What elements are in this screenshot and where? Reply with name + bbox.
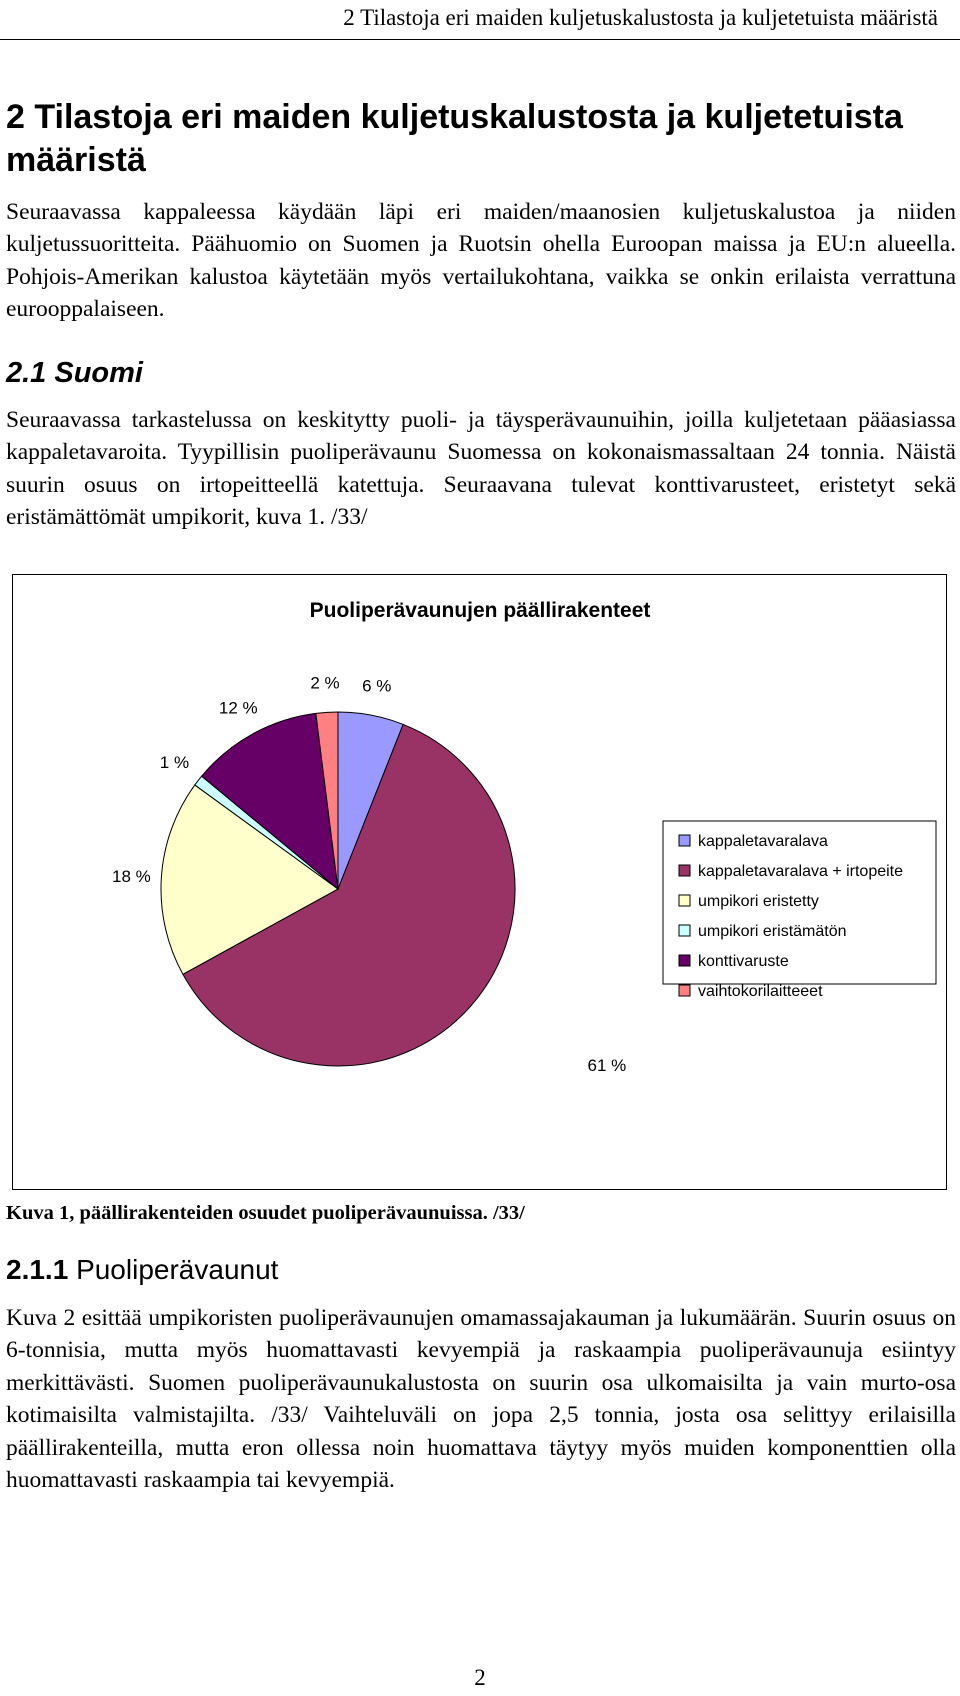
subsection-paragraph: Kuva 2 esittää umpikoristen puoliperävaunujen omamassajakauman ja lukumäärän. Suurin osuus on 6-tonnisia, mutta myös huomattavasti kevyempiä ja raskaampia puoliperävaunuja esiintyy merkittävästi. Suomen puoliperävaunukalustosta on suurin osa ulkomaisilta ja vain murto-osa kotimaisilta valmistajilta. /33/ Vaihteluväli on jopa 2,5 tonnia, josta osa selittyy erilaisilla päällirakenteilla, mutta eron ollessa noin huomattava täytyy myös muiden komponenttien olla huomattavasti raskaampia tai kevyempiä.	[6, 1305, 956, 1494]
legend-entry: kappaletavaralava + irtopeite	[698, 863, 904, 880]
legend-swatch	[679, 835, 690, 846]
legend-entry: umpikori eristämätön	[698, 923, 847, 940]
subsection-title: Puoliperävaunut	[76, 1254, 279, 1285]
pie-data-label: 6 %	[362, 676, 392, 696]
legend-swatch	[679, 865, 690, 876]
legend-swatch	[679, 895, 690, 906]
pie-chart-frame	[12, 574, 947, 1190]
intro-paragraph: Seuraavassa kappaleessa käydään läpi eri maiden/maanosien kuljetuskalustoa ja niiden kuljetussuoritteita. Päähuomio on Suomen ja Ruotsin ohella Euroopan maissa ja EU:n alueella. Pohjois-Amerikan kalustoa käytetään myös vertailukohtana, vaikka se onkin erilaista verrattuna eurooppalaiseen.	[6, 199, 956, 323]
legend-entry: kappaletavaralava	[698, 833, 828, 850]
chart-legend	[663, 821, 936, 1000]
legend-swatch	[679, 955, 690, 966]
legend-swatch	[679, 925, 690, 936]
subsection-heading	[6, 1254, 278, 1286]
section-paragraph: Seuraavassa tarkastelussa on keskitytty puoli- ja täysperävaunuihin, joilla kuljetetaan pääasiassa kappaletavaroita. Tyypillisin puoliperävaunu Suomessa on kokonaismassaltaan 24 tonnia. Näistä suurin osuus on irtopeitteellä katettuja. Seuraavana tulevat konttivarusteet, eristetyt sekä eristämättömät umpikorit, kuva 1. /33/	[6, 407, 956, 531]
pie-chart	[13, 575, 948, 1191]
chapter-heading: 2 Tilastoja eri maiden kuljetuskalustosta ja kuljetetuista määristä	[6, 98, 903, 179]
legend-entry: umpikori eristetty	[698, 893, 819, 910]
figure-caption: Kuva 1, päällirakenteiden osuudet puoliperävaunuissa. /33/	[6, 1202, 525, 1224]
legend-swatch	[679, 985, 690, 996]
pie-data-label: 61 %	[587, 1055, 627, 1075]
page-number: 2	[474, 1665, 486, 1690]
section-heading: 2.1 Suomi	[6, 357, 143, 389]
pie-data-label: 1 %	[159, 753, 190, 773]
pie-data-label: 2 %	[310, 673, 340, 693]
chart-title: Puoliperävaunujen päällirakenteet	[309, 599, 651, 622]
pie-data-label: 18 %	[112, 867, 151, 887]
running-header: 2 Tilastoja eri maiden kuljetuskalustosta ja kuljetetuista määristä	[0, 2, 960, 40]
pie-slices	[161, 712, 515, 1066]
legend-entry: vaihtokorilaitteeet	[698, 983, 823, 1000]
legend-entry: konttivaruste	[698, 953, 789, 970]
pie-data-label: 12 %	[218, 698, 258, 718]
subsection-number: 2.1.1	[6, 1254, 69, 1285]
